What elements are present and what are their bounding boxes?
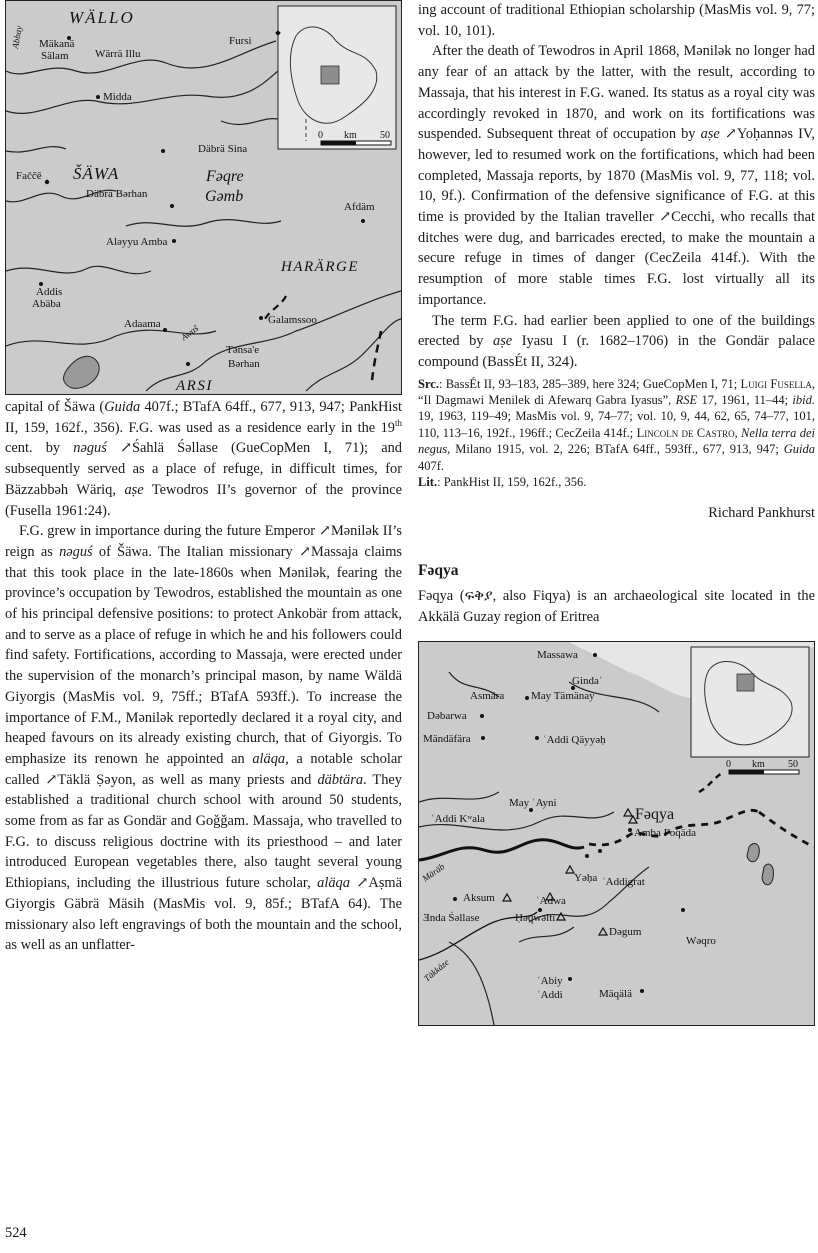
map2-label: ʿAddi — [537, 989, 563, 1002]
map2-label: Fəqya — [635, 806, 675, 824]
map-fagre-gamb-drawing — [6, 1, 401, 394]
map1-label: Bərhan — [228, 358, 260, 370]
map1-scale-label: 50 — [380, 130, 390, 141]
map1-label: Tənsa'e — [226, 344, 260, 356]
map1-label: Mäkanä — [39, 38, 75, 50]
map2-label: Märäb — [420, 861, 447, 884]
author: Richard Pankhurst — [708, 504, 815, 521]
map2-label: May Tämänay — [531, 690, 595, 703]
left-column — [5, 0, 402, 956]
map2-label: Täkkäze — [421, 957, 451, 984]
map2-label: May ʿAyni — [509, 797, 557, 810]
map2-label: ʿAddi Qäyyəḥ — [543, 734, 606, 747]
map-faqya — [418, 641, 815, 1026]
paragraph: Fəqya (ፍቅያ, also Fiqya) is an archaeological site located in the Akkälä Guzay region of Eritrea — [418, 587, 815, 625]
map-fagre-gamb — [5, 0, 402, 395]
map1-label: Däbrä Bərhan — [86, 188, 148, 200]
map2-label: Dəgum — [609, 926, 642, 939]
map1-label: ARSI — [176, 378, 213, 394]
map2-label: Yəḥa — [574, 872, 598, 885]
paragraph: The term F.G. had earlier been applied to one of the buildings erected by aṣe Iyasu I (r. 1682–1706) in the Gondär palace compound (BassÉt II, 324). — [418, 312, 816, 370]
map2-label: Mäqälä — [599, 988, 632, 1001]
map-faqya-drawing — [419, 642, 814, 1025]
map1-label: Abäba — [32, 298, 61, 310]
paragraph: After the death of Tewodros in April 1868, Mənilək no longer had any fear of an attack by the latter, with the result, according to Massaja, that his interest in F.G. waned. Its status as a royal city was accordingly revoked in 1870, and work on its fortifications was suspended. Subsequent threat of occupation by aṣe ↗Yoḥannəs IV, however, led to resumed work on the fortifications, which had been completed, Massaja reports, by 1870 (MasMis vol. 9, 77, 118; vol. 10, 9f.). Confirmation of the defensive significance of F.G. at this time is provided by the Italian traveller ↗Cecchi, who recalls that ditches were dug, and barricades erected, to make the mountain a secure refuge in times of danger (CecZeila 414f.). With the resumption of more stable times F.G. lost virtually all its importance. — [418, 43, 815, 308]
map1-label: Fəqre — [206, 168, 244, 185]
map1-label: Sälam — [41, 50, 69, 62]
right-column — [418, 0, 815, 1026]
map1-label: Abbay — [10, 24, 24, 50]
map2-label: Gindaʿ — [572, 675, 603, 688]
map1-label: HARÄRGE — [281, 259, 359, 275]
map1-label: Addis — [36, 286, 63, 298]
paragraph: capital of Šäwa (Guida 407f.; BTafA 64ff., 677, 913, 947; PankHist II, 159, 162f., 356). F.G. was used as a residence early in the 19th cent. by nəguś ↗Śahlä Śəllase (GueCopMen I, 71); and subsequently served as a place of refuge, in difficult times, for Bäzzabbəh Wäriq, aṣe Tewodros II’s governor of the province (Fusella 1961:24). — [5, 399, 402, 519]
map2-label: Asmära — [470, 690, 505, 703]
map2-label: ʿAddigrat — [602, 876, 645, 889]
map2-label: Amba Foqäda — [634, 827, 697, 840]
map2-label: ʿAdwa — [536, 895, 566, 908]
sources: Src.: BassÉt II, 93–183, 285–389, here 324; GueCopMen I, 71; Luigi Fusella, “Il Dagmawi Menilek di Afewarq Gabra Iyasus”, RSE 17, 1961, 11–44; ibid. 19, 1963, 119–49; MasMis vol. 9, 74–77; vol. 10, 9, 44, 62, 65, 74–77, 101, 110, 113–16, 192f., 196ff.; CecZeila 414f.; Lincoln de Castro, Nella terra dei negus, Milano 1915, vol. 2, 226; BTafA 64ff., 593ff., 677, 913, 947; Guida 407f. Lit.: PankHist II, 159, 162f., 356. — [418, 376, 816, 490]
map1-label: Awaš — [179, 322, 201, 343]
map2-label: Massawa — [537, 649, 578, 662]
map2-label: Mändäfära — [423, 733, 471, 746]
map1-label: Faččē — [16, 170, 42, 182]
paragraph: ing account of traditional Ethiopian scholarship (MasMis vol. 9, 77; vol. 10, 101). — [418, 2, 815, 39]
map1-label: Midda — [103, 91, 132, 103]
paragraph: F.G. grew in importance during the future Emperor ↗Mənilək II’s reign as nəguś of Šäwa. The Italian missionary ↗Massaja claims that this took place in the late-1860s when Mənilək, fearing the province’s occupation by Tewodros, established the mountain as one of his principal defensive positions: to protect Ankobär from attack, and to serve as a place of refuge in which he and his followers could find safety. Fortifications, according to Massaja, were erected under the supervision of the monarch’s principal mason, by name Wäldä Giyorgis (MasMis vol. 9, 75ff.; BTafA 593ff.). To increase the importance of F.M., Mənilək reportedly declared it a royal city, and heaped favours on its already existing church, that of Giyorgis. To emphasize its renown he appointed an aläqa, a notable scholar called ↗Täklä Ṣəyon, as well as many priests and däbtära. They established a traditional church school with around 50 students, some from as far as Gondär and Goǧǧam. Massaja, who travelled to F.G. to discuss religious doctrine with its priesthood – and later introduced European vegetables there, also taught several young Ethiopians, including the illustrious future scholar, aläqa ↗Aṣmä Giyorgis Gäbrä Mäsih (MasMis vol. 9, 85f.; BTafA 64). The missionary also left engravings of both the mountain and the school, as well as an unflatter- — [5, 523, 402, 954]
map1-label: WÄLLO — [69, 8, 135, 27]
map1-scale-label: 0 — [318, 130, 323, 141]
map1-label: Galamssoo — [268, 314, 317, 326]
map1-label: Däbrä Sina — [198, 143, 248, 155]
map2-scale-label: km — [752, 759, 765, 771]
map2-scale-label: 50 — [788, 759, 798, 771]
map2-label: Ḥəqwəlti — [515, 912, 556, 925]
map1-label: Gəmb — [205, 188, 244, 205]
map2-label: Wəqro — [686, 935, 716, 948]
map1-label: Afdäm — [344, 201, 375, 213]
map1-label: ŠÄWA — [73, 164, 120, 183]
map2-label: ʿAddi Kʷala — [431, 813, 485, 826]
map2-label: Dəbarwa — [427, 710, 467, 723]
map2-label: ʿAbiy — [537, 975, 563, 988]
entry-heading: Fəqya — [418, 562, 459, 580]
map2-scale-label: 0 — [726, 759, 731, 771]
map1-label: Wärrä Illu — [95, 48, 141, 60]
map2-label: Aksum — [463, 892, 495, 905]
page-number: 524 — [5, 1225, 27, 1241]
map1-label: Aləyyu Amba — [106, 236, 168, 248]
map2-label: Ǝnda Śəllase — [423, 912, 480, 925]
map1-scale-label: km — [344, 130, 357, 141]
map1-label: Fursi — [229, 35, 252, 47]
map1-label: Adaama — [124, 318, 161, 330]
